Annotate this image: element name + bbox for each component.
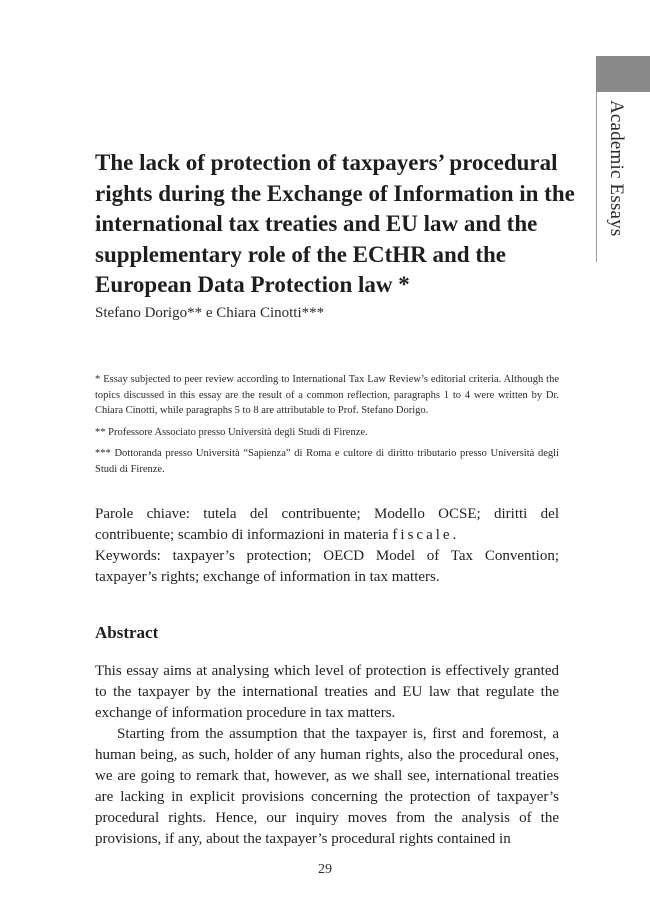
article-title: The lack of protection of taxpayers’ procedural rights during the Exchange of Information in the international tax treaties and EU law and the supplementary role of the ECtHR and the European Data Protection law * <box>95 150 575 297</box>
footnote-first-author: ** Professore Associato presso Università degli Studi di Firenze. <box>95 426 368 438</box>
abstract-body <box>95 661 559 850</box>
footnote-second-author: *** Dottoranda presso Università “Sapienza” di Roma e cultore di diritto tributario presso Università degli Studi di Firenze. <box>95 448 559 475</box>
keywords-english: Keywords: taxpayer’s protection; OECD Model of Tax Convention; taxpayer’s rights; exchange of information in tax matters. <box>95 548 559 585</box>
page-number: 29 <box>318 862 332 877</box>
section-divider <box>596 92 597 262</box>
article-authors: Stefano Dorigo** e Chiara Cinotti*** <box>95 305 325 321</box>
footnote-peer-review: * Essay subjected to peer review according to International Tax Law Review’s editorial criteria. Although the topics discussed in this essay are the result of a common reflection, paragraphs 1 to 4 were written by Dr. Chiara Cinotti, while paragraphs 5 to 8 are attributable to Prof. Stefano Dorigo. <box>95 374 559 416</box>
section-tab <box>596 56 650 92</box>
footnotes <box>95 372 559 483</box>
abstract-heading: Abstract <box>95 623 159 642</box>
abstract-paragraph: Starting from the assumption that the taxpayer is, first and foremost, a human being, as such, holder of any human rights, also the procedural ones, we are going to remark that, however, as we shall see, international treaties are lacking in explicit provisions concerning the protection of taxpayer’s procedural rights. Hence, our inquiry moves from the analysis of the provisions, if any, about the taxpayer’s procedural rights contained in <box>95 726 559 847</box>
section-label: Academic Essays <box>606 100 627 237</box>
keywords-italian-text: Parole chiave: tutela del contribuente; Modello OCSE; diritti del contribuente; scambio di informazioni in materia <box>95 506 559 543</box>
abstract-paragraph: This essay aims at analysing which level of protection is effectively granted to the taxpayer by the international treaties and EU law that regulate the exchange of information procedure in tax matters. <box>95 663 559 721</box>
keywords-italian <box>95 504 559 546</box>
keywords-block <box>95 504 559 588</box>
keywords-italian-tail: fiscale. <box>392 527 460 543</box>
